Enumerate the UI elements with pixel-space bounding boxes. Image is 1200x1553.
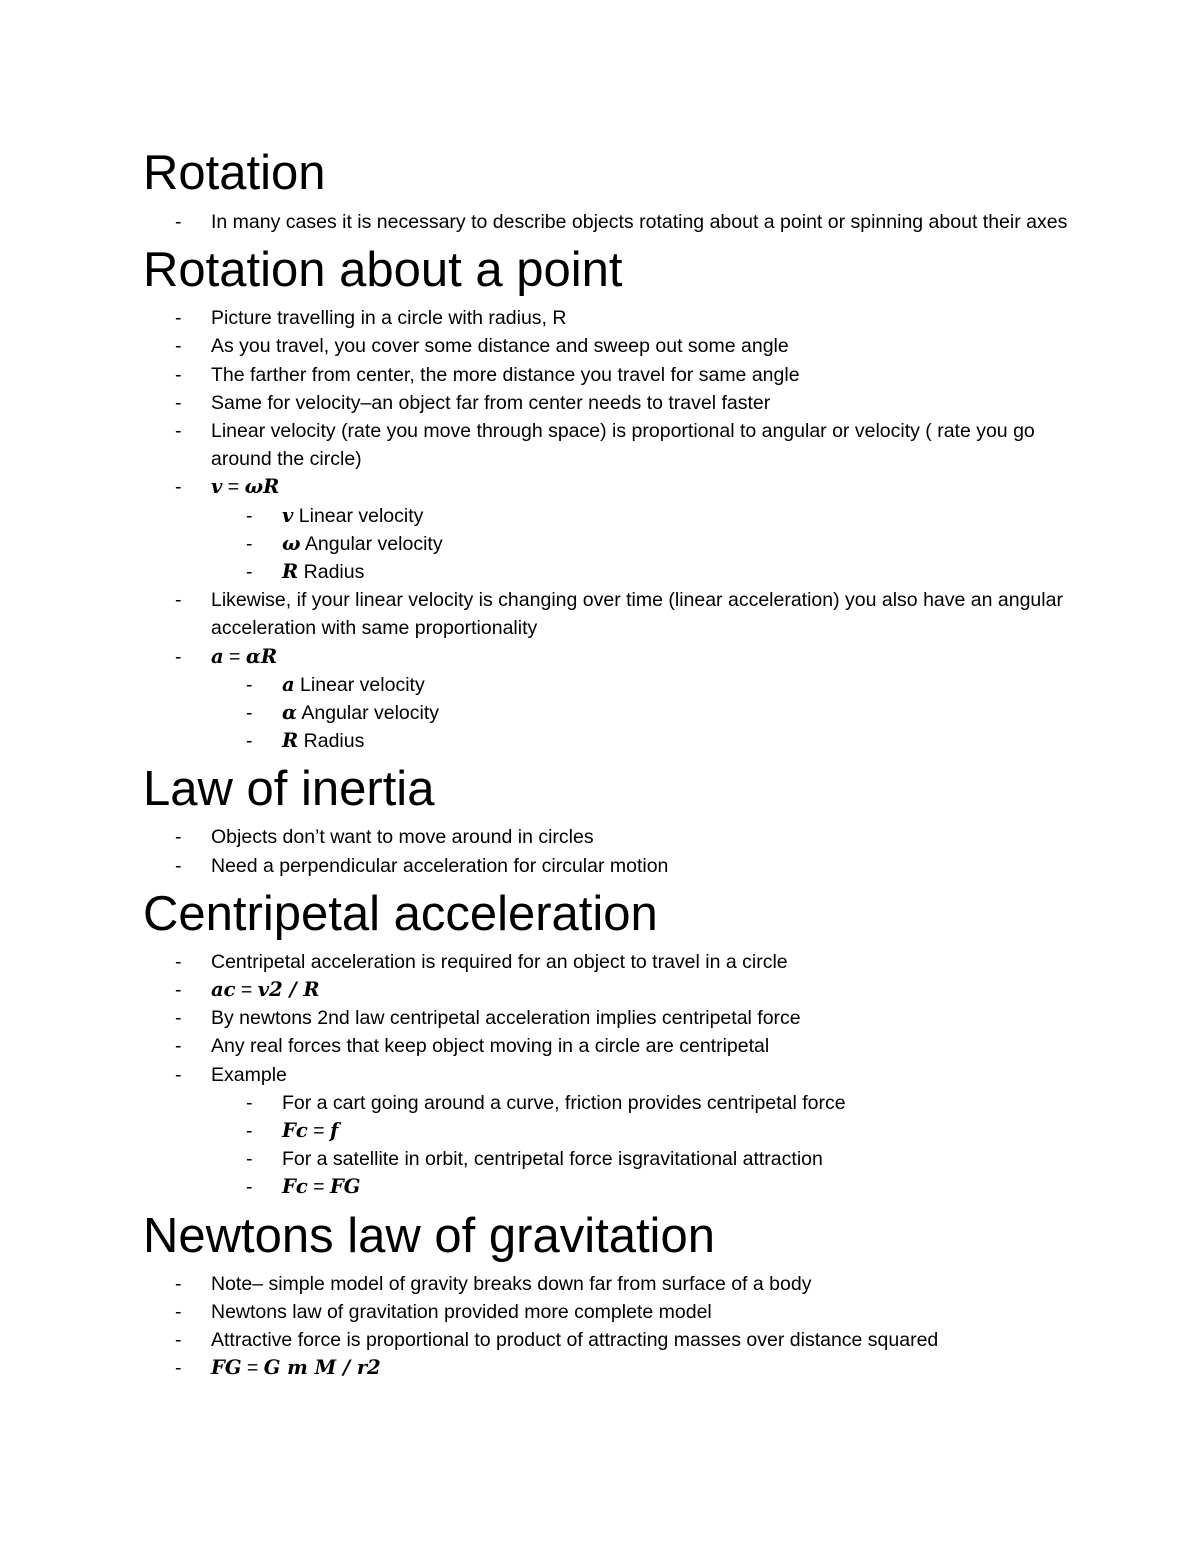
list-item: - 𝝎 Angular velocity: [143, 530, 1073, 558]
list-item: - Picture travelling in a circle with radius, R: [143, 304, 1073, 332]
list-item: - Need a perpendicular acceleration for circular motion: [143, 852, 1073, 880]
list-item: - Same for velocity–an object far from center needs to travel faster: [143, 389, 1073, 417]
math-symbol: 𝒗2 / 𝑹: [257, 978, 320, 1002]
list-item: - 𝒂 Linear velocity: [143, 671, 1073, 699]
equation-item: - 𝒂 = 𝜶𝑹: [143, 643, 1073, 671]
section-heading: Rotation about a point: [143, 243, 623, 298]
math-symbol: 𝑮 𝒎 𝑴 / 𝒓2: [263, 1356, 381, 1380]
section-heading: Law of inertia: [143, 762, 435, 817]
list-item: - 𝜶 Angular velocity: [143, 699, 1073, 727]
section-newtons-law-of-gravitation: [143, 1202, 1073, 1383]
list-item: - Centripetal acceleration is required for an object to travel in a circle: [143, 948, 1073, 976]
list-item: - In many cases it is necessary to describe objects rotating about a point or spinning about their axes: [143, 208, 1073, 236]
math-symbol: 𝑭G: [211, 1356, 242, 1380]
math-symbol: 𝑭𝒄: [282, 1175, 308, 1199]
math-symbol: 𝒂𝒄: [211, 978, 236, 1002]
math-symbol: 𝑭G: [329, 1175, 361, 1199]
section-rotation: [143, 138, 1073, 236]
math-symbol: 𝜶𝑹: [245, 644, 278, 668]
section-heading: Rotation: [143, 146, 326, 200]
list-item: - 𝒗 Linear velocity: [143, 502, 1073, 530]
math-symbol: 𝒇: [329, 1119, 339, 1143]
section-heading: Newtons law of gravitation: [143, 1208, 715, 1263]
bullet-list: [143, 823, 1073, 879]
list-item: - For a satellite in orbit, centripetal force isgravitational attraction: [143, 1145, 1073, 1173]
list-item: - Objects don’t want to move around in circles: [143, 823, 1073, 851]
math-symbol: 𝒂: [282, 672, 295, 696]
list-item: - Linear velocity (rate you move through space) is proportional to angular or velocity ( rate you go around the circle): [143, 417, 1073, 473]
bullet-list: [143, 948, 1073, 1202]
section-rotation-about-a-point: [143, 236, 1073, 755]
list-item: - As you travel, you cover some distance and sweep out some angle: [143, 332, 1073, 360]
equation-item: - 𝒗 = 𝝎𝑹: [143, 473, 1073, 501]
document-page: [143, 138, 1073, 1383]
list-item: - Likewise, if your linear velocity is changing over time (linear acceleration) you also have an angular acceleration with same proportionality: [143, 586, 1073, 642]
list-item: - Example: [143, 1061, 1073, 1089]
math-symbol: 𝒗: [211, 475, 223, 499]
equation-item: - 𝒂𝒄 = 𝒗2 / 𝑹: [143, 976, 1073, 1004]
bullet-list: [143, 208, 1073, 236]
equation-item: - 𝑭G = 𝑮 𝒎 𝑴 / 𝒓2: [143, 1354, 1073, 1382]
list-item: - 𝑹 Radius: [143, 727, 1073, 755]
math-symbol: 𝒂: [211, 644, 224, 668]
list-item: - Newtons law of gravitation provided more complete model: [143, 1298, 1073, 1326]
math-symbol: 𝑭𝒄: [282, 1119, 308, 1143]
bullet-list: [143, 1270, 1073, 1383]
math-symbol: 𝝎𝑹: [244, 475, 280, 499]
math-symbol: 𝝎: [282, 531, 301, 555]
section-law-of-inertia: [143, 755, 1073, 879]
list-item: - The farther from center, the more distance you travel for same angle: [143, 361, 1073, 389]
list-item: - For a cart going around a curve, friction provides centripetal force: [143, 1089, 1073, 1117]
math-symbol: 𝒗: [282, 503, 294, 527]
list-item: - Attractive force is proportional to product of attracting masses over distance squared: [143, 1326, 1073, 1354]
math-symbol: 𝜶: [282, 701, 298, 725]
math-symbol: 𝑹: [282, 729, 299, 753]
math-symbol: 𝑹: [282, 560, 299, 584]
list-item: - Note– simple model of gravity breaks down far from surface of a body: [143, 1270, 1073, 1298]
list-item: - By newtons 2nd law centripetal acceleration implies centripetal force: [143, 1004, 1073, 1032]
list-item: - Any real forces that keep object moving in a circle are centripetal: [143, 1032, 1073, 1060]
bullet-list: [143, 304, 1073, 755]
section-centripetal-acceleration: [143, 880, 1073, 1202]
equation-item: - 𝑭𝒄 = 𝑭G: [143, 1173, 1073, 1201]
section-heading: Centripetal acceleration: [143, 886, 658, 941]
equation-item: - 𝑭𝒄 = 𝒇: [143, 1117, 1073, 1145]
list-item: - 𝑹 Radius: [143, 558, 1073, 586]
